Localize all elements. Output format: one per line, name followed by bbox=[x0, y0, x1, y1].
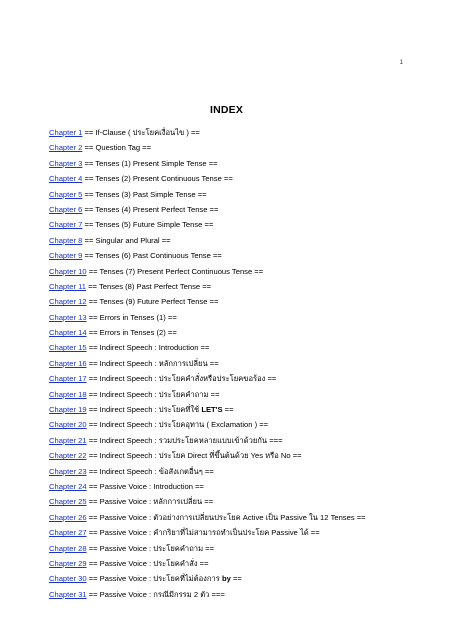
toc-entry bbox=[49, 587, 429, 602]
chapter-description: == Passive Voice : กรณีมีกรรม 2 ตัว === bbox=[86, 589, 225, 599]
toc-entry bbox=[49, 233, 429, 248]
chapter-link[interactable]: Chapter 15 bbox=[49, 343, 87, 353]
chapter-link[interactable]: Chapter 21 bbox=[49, 435, 87, 445]
chapter-link[interactable]: Chapter 13 bbox=[49, 312, 87, 322]
toc-entry bbox=[49, 187, 429, 202]
toc-entry bbox=[49, 525, 429, 540]
toc-entry bbox=[49, 417, 429, 432]
chapter-description: == Passive Voice : ประโยคคำถาม == bbox=[86, 543, 215, 553]
toc-entry bbox=[49, 156, 429, 171]
chapter-description: == Passive Voice : คำกริยาที่ไม่สามารถทำเป็นประโยค Passive ได้ == bbox=[86, 528, 320, 538]
toc-entry bbox=[49, 387, 429, 402]
chapter-link[interactable]: Chapter 22 bbox=[49, 451, 87, 461]
toc-entry bbox=[49, 171, 429, 186]
chapter-description: == Indirect Speech : ข้อสังเกตอื่นๆ == bbox=[86, 466, 214, 476]
chapter-link[interactable]: Chapter 14 bbox=[49, 328, 87, 338]
chapter-link[interactable]: Chapter 26 bbox=[49, 512, 87, 522]
chapter-link[interactable]: Chapter 2 bbox=[49, 143, 83, 153]
chapter-description: == Passive Voice : ตัวอย่างการเปลี่ยนประโยค Active เป็น Passive ใน 12 Tenses == bbox=[86, 512, 366, 522]
chapter-link[interactable]: Chapter 12 bbox=[49, 297, 87, 307]
chapter-link[interactable]: Chapter 5 bbox=[49, 189, 83, 199]
table-of-contents bbox=[49, 125, 429, 602]
toc-entry bbox=[49, 217, 429, 232]
chapter-link[interactable]: Chapter 16 bbox=[49, 358, 87, 368]
chapter-description: == Tenses (7) Present Perfect Continuous Tense == bbox=[86, 266, 264, 276]
chapter-description: == Indirect Speech : ประโยคอุทาน ( Exclamation ) == bbox=[86, 420, 269, 430]
toc-entry bbox=[49, 541, 429, 556]
chapter-description-tail: == bbox=[230, 574, 242, 584]
chapter-description: == Indirect Speech : หลักการเปลี่ยน == bbox=[86, 358, 219, 368]
chapter-description: == Errors in Tenses (2) == bbox=[86, 328, 177, 338]
chapter-description: == Singular and Plural == bbox=[82, 235, 171, 245]
chapter-description: == Tenses (8) Past Perfect Tense == bbox=[86, 281, 212, 291]
chapter-description: == Indirect Speech : ประโยคคำสั่งหรือประโยคขอร้อง == bbox=[86, 374, 277, 384]
chapter-description: == Tenses (6) Past Continuous Tense == bbox=[82, 251, 222, 261]
chapter-description: == Errors in Tenses (1) == bbox=[86, 312, 177, 322]
chapter-description: == Tenses (5) Future Simple Tense == bbox=[82, 220, 214, 230]
toc-entry bbox=[49, 264, 429, 279]
chapter-link[interactable]: Chapter 3 bbox=[49, 158, 83, 168]
toc-entry bbox=[49, 294, 429, 309]
toc-entry bbox=[49, 448, 429, 463]
toc-entry bbox=[49, 402, 429, 417]
page-title: INDEX bbox=[209, 104, 244, 116]
toc-entry bbox=[49, 510, 429, 525]
chapter-link[interactable]: Chapter 7 bbox=[49, 220, 83, 230]
chapter-link[interactable]: Chapter 6 bbox=[49, 204, 83, 214]
chapter-link[interactable]: Chapter 17 bbox=[49, 374, 87, 384]
toc-entry bbox=[49, 248, 429, 263]
chapter-link[interactable]: Chapter 10 bbox=[49, 266, 87, 276]
chapter-description-tail: == bbox=[222, 405, 234, 415]
chapter-description: == Passive Voice : ประโยคที่ไม่ต้องการ bbox=[86, 574, 222, 584]
chapter-link[interactable]: Chapter 1 bbox=[49, 128, 83, 137]
chapter-link[interactable]: Chapter 19 bbox=[49, 405, 87, 415]
chapter-description: == Indirect Speech : ประโยคคำถาม == bbox=[86, 389, 220, 399]
toc-entry bbox=[49, 125, 429, 140]
chapter-link[interactable]: Chapter 23 bbox=[49, 466, 87, 476]
chapter-description: == Indirect Speech : ประโยค Direct ที่ขึ้นต้นด้วย Yes หรือ No == bbox=[86, 451, 302, 461]
chapter-description: == Indirect Speech : ประโยคที่ใช้ bbox=[86, 405, 202, 415]
chapter-description: == Tenses (3) Past Simple Tense == bbox=[82, 189, 207, 199]
toc-entry bbox=[49, 556, 429, 571]
chapter-link[interactable]: Chapter 31 bbox=[49, 589, 87, 599]
chapter-link[interactable]: Chapter 8 bbox=[49, 235, 83, 245]
chapter-link[interactable]: Chapter 11 bbox=[49, 281, 87, 291]
chapter-description: == Question Tag == bbox=[82, 143, 152, 153]
chapter-description: == Tenses (9) Future Perfect Tense == bbox=[86, 297, 219, 307]
chapter-keyword: by bbox=[221, 574, 231, 584]
toc-entry bbox=[49, 479, 429, 494]
chapter-keyword: LET'S bbox=[201, 405, 223, 415]
chapter-link[interactable]: Chapter 20 bbox=[49, 420, 87, 430]
chapter-link[interactable]: Chapter 29 bbox=[49, 558, 87, 568]
chapter-description: == Tenses (4) Present Perfect Tense == bbox=[82, 204, 219, 214]
chapter-link[interactable]: Chapter 25 bbox=[49, 497, 87, 507]
toc-entry bbox=[49, 202, 429, 217]
toc-entry bbox=[49, 571, 429, 586]
chapter-description: == Indirect Speech : รวมประโยคหลายแบบเข้าด้วยกัน === bbox=[86, 435, 283, 445]
toc-entry bbox=[49, 494, 429, 509]
chapter-link[interactable]: Chapter 9 bbox=[49, 251, 83, 261]
toc-entry bbox=[49, 340, 429, 355]
page-number: 1 bbox=[399, 60, 403, 66]
chapter-link[interactable]: Chapter 27 bbox=[49, 528, 87, 538]
toc-entry bbox=[49, 279, 429, 294]
chapter-description: == Passive Voice : ประโยคคำสั่ง == bbox=[86, 558, 209, 568]
chapter-link[interactable]: Chapter 28 bbox=[49, 543, 87, 553]
chapter-description: == Tenses (1) Present Simple Tense == bbox=[82, 158, 218, 168]
toc-entry bbox=[49, 325, 429, 340]
toc-entry bbox=[49, 310, 429, 325]
chapter-description: == Passive Voice : หลักการเปลี่ยน == bbox=[86, 497, 214, 507]
chapter-link[interactable]: Chapter 24 bbox=[49, 481, 87, 491]
toc-entry bbox=[49, 356, 429, 371]
toc-entry bbox=[49, 433, 429, 448]
chapter-link[interactable]: Chapter 4 bbox=[49, 174, 83, 184]
chapter-description: == If-Clause ( ประโยคเงื่อนไข ) == bbox=[82, 128, 200, 137]
chapter-link[interactable]: Chapter 30 bbox=[49, 574, 87, 584]
toc-entry bbox=[49, 140, 429, 155]
chapter-description: == Passive Voice : Introduction == bbox=[86, 481, 204, 491]
toc-entry bbox=[49, 464, 429, 479]
chapter-description: == Indirect Speech : Introduction == bbox=[86, 343, 210, 353]
toc-entry bbox=[49, 371, 429, 386]
chapter-description: == Tenses (2) Present Continuous Tense == bbox=[82, 174, 233, 184]
chapter-link[interactable]: Chapter 18 bbox=[49, 389, 87, 399]
